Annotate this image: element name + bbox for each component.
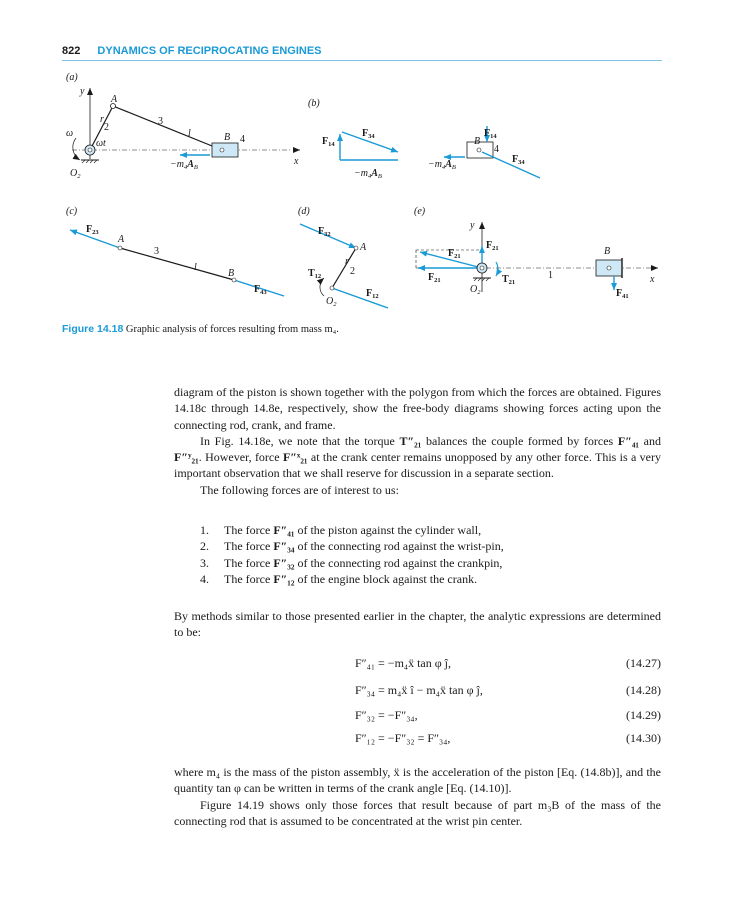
f12-label: $F_{12}$ <box>366 288 379 300</box>
f21y-label: $F_{21}$ <box>486 240 499 252</box>
crank-r-label: r <box>100 114 104 125</box>
point-a-c-label: A <box>118 234 125 245</box>
equation-number: (14.30) <box>626 731 661 745</box>
equation-lhs: F″₃₄ = m₄ẍ î − m₄ẍ tan φ ĵ, <box>355 683 483 697</box>
caption-text: Graphic analysis of forces resulting from mass m₄. <box>125 324 339 335</box>
equation-lhs: F″₄₁ = −m₄ẍ tan φ ĵ, <box>355 656 452 670</box>
running-header <box>62 45 322 57</box>
f41-label: $F_{41}$ <box>616 288 629 300</box>
f23-label: $F_{23}$ <box>86 224 99 236</box>
f34-fbd-label: $F_{34}$ <box>512 154 525 166</box>
f34-polygon-label: $F_{34}$ <box>362 128 375 140</box>
link-2-d-label: 2 <box>350 266 355 277</box>
inertia-force-label: $-m_4A_B$ <box>170 159 198 171</box>
panel-c-tag: (c) <box>66 206 78 217</box>
link-3-label: 3 <box>158 116 163 127</box>
point-b-e-label: B <box>604 246 611 257</box>
point-a-label: A <box>111 94 118 105</box>
origin-label: $O_2$ <box>70 168 81 180</box>
origin-e-label: $O_2$ <box>470 284 481 296</box>
list-item: 3. The force F″₃₂ of the connecting rod against the crankpin, <box>200 555 503 570</box>
panel-c <box>66 206 284 296</box>
omega-label: ω <box>66 128 74 139</box>
list-item: 2. The force F″₃₄ of the connecting rod against the wrist-pin, <box>200 539 504 554</box>
point-a-d-label: A <box>360 242 367 253</box>
panel-b <box>308 98 540 180</box>
link-2-label: 2 <box>104 122 109 133</box>
rod-l-label: l <box>188 128 191 139</box>
origin-d-label: $O_2$ <box>326 296 337 308</box>
caption-label: Figure 14.18 <box>62 323 124 335</box>
equation-number: (14.28) <box>626 683 661 697</box>
running-title: DYNAMICS OF RECIPROCATING ENGINES <box>97 45 322 57</box>
page-number: 822 <box>62 45 81 57</box>
crank-r-d-label: r <box>345 256 349 267</box>
body-text-lower <box>174 764 661 829</box>
t21-arc <box>496 262 498 276</box>
f12-line <box>332 288 388 308</box>
figure-caption <box>62 323 339 335</box>
list-item: 4. The force F″₁₂ of the engine block against the crank. <box>200 571 478 586</box>
force-list <box>200 522 504 587</box>
header-rule <box>62 60 662 61</box>
paragraph-5: where m₄ is the mass of the piston assembly, ẍ is the acceleration of the piston [Eq. (14.8b)], and the quantity tan φ can be written in terms of the crank angle [Eq. (14.10)]. <box>174 765 661 796</box>
list-item: 1. The force F″₄₁ of the piston against the cylinder wall, <box>200 523 482 537</box>
f21-label: $F_{21}$ <box>448 248 461 260</box>
equation-number: (14.27) <box>626 656 661 670</box>
equation-lhs: F″₁₂ = −F″₃₂ = F″₃₄, <box>355 731 451 745</box>
point-b-fbd-label: B <box>474 136 481 147</box>
rod-fbd <box>120 248 234 280</box>
panel-b-tag: (b) <box>308 98 320 109</box>
inertia-fbd-label: $-m_4A_B$ <box>428 159 456 171</box>
point-b-label: B <box>224 132 231 143</box>
f21x-label: $F_{21}$ <box>428 272 441 284</box>
omega-t-label: ωt <box>96 138 106 149</box>
x-axis-label: x <box>294 156 299 167</box>
y-axis-label: y <box>80 86 85 97</box>
equation-lhs: F″₃₂ = −F″₃₄, <box>355 708 418 722</box>
rod-l-c-label: l <box>194 262 197 273</box>
omega-arrow <box>73 138 80 160</box>
x-axis-e-label: x <box>650 274 655 285</box>
t12-label: $T_{12}$ <box>308 268 322 280</box>
t21-label: $T_{21}$ <box>502 274 516 286</box>
paragraph-3: The following forces are of interest to us: <box>200 482 399 497</box>
paragraph-4: By methods similar to those presented earlier in the chapter, the analytic expressions are determined to be: <box>174 609 661 640</box>
equation-number: (14.29) <box>626 708 661 722</box>
f43-label: $F_{43}$ <box>254 284 267 296</box>
link-4-fbd-label: 4 <box>494 144 499 155</box>
link-4-label: 4 <box>240 134 245 145</box>
paragraph-4-block <box>174 608 661 641</box>
link-3-c-label: 3 <box>154 246 159 257</box>
f14-fbd-label: $F_{14}$ <box>484 128 497 140</box>
panel-d-tag: (d) <box>298 206 310 217</box>
figure-14-18 <box>62 64 672 320</box>
paragraph-6: Figure 14.19 shows only those forces that result because of part m₃B of the mass of the connecting rod that is assumed to be concentrated at the wrist pin center. <box>174 797 661 828</box>
inertia-polygon-label: $-m_4A_B$ <box>354 168 382 180</box>
f34-fbd-line <box>482 152 540 178</box>
panel-a-tag: (a) <box>66 72 78 83</box>
piston-block <box>212 143 238 157</box>
t12-arc <box>320 278 324 296</box>
f14-polygon-label: $F_{14}$ <box>322 136 335 148</box>
point-b-c-label: B <box>228 268 235 279</box>
y-axis-e-label: y <box>470 220 475 231</box>
paragraph-1: diagram of the piston is shown together with the polygon from which the forces are obtained. Figures 14.18c through 14.8e, respectively, show the free-body diagrams showing forces acting upon the connecting rod, crank, and frame. <box>174 385 661 432</box>
paragraph-2: In Fig. 14.18e, we note that the torque T″₂₁ balances the couple formed by forces F″₄₁ and F″ʸ₂₁. However, force F″ˣ₂₁ at the crank center remains unopposed by any other force. This is a very important observation that we shall reserve for discussion in a separate section. <box>174 433 662 481</box>
panel-e-tag: (e) <box>414 206 426 217</box>
f32-label: $F_{32}$ <box>318 226 331 238</box>
body-text-upper <box>174 384 661 498</box>
panel-e <box>414 206 658 300</box>
frame-1-label: 1 <box>548 270 553 281</box>
panel-a <box>66 72 300 180</box>
panel-d <box>298 206 388 308</box>
connecting-rod <box>113 106 222 150</box>
